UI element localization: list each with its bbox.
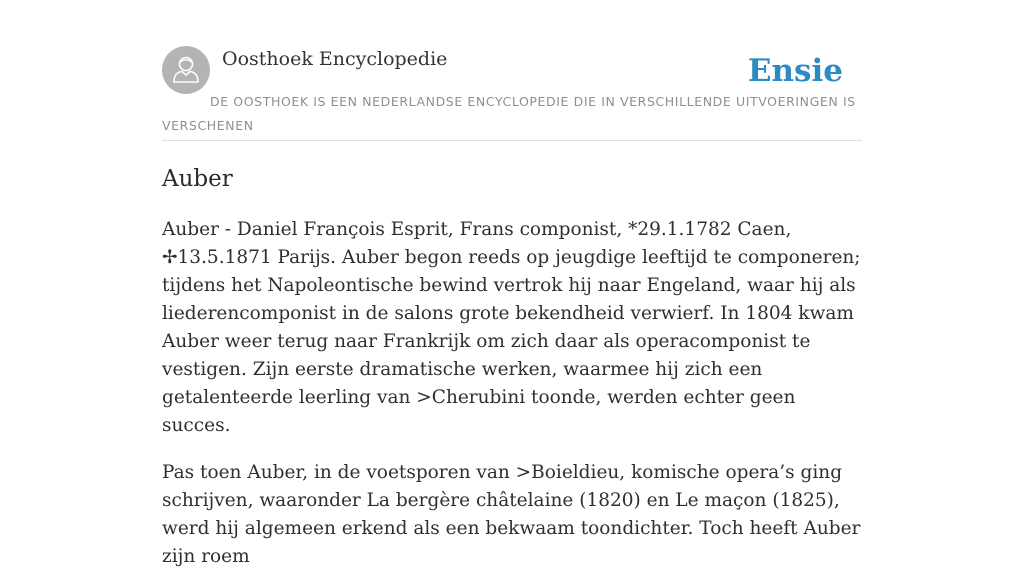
article-paragraph: Pas toen Auber, in de voetsporen van >Boieldieu, komische opera’s ging schrijven, waaronder La bergère châtelaine (1820) en Le maçon (1825), werd hij algemeen erkend als een bekwaam toondichter. Toch heeft Auber zijn roem [162,462,861,567]
site-name[interactable]: Oosthoek Encyclopedie [222,48,448,70]
site-header [162,46,862,141]
site-tagline: DE OOSTHOEK IS EEN NEDERLANDSE ENCYCLOPEDIE DIE IN VERSCHILLENDE UITVOERINGEN IS VERSCHENEN [162,94,856,133]
article-title: Auber [162,166,233,192]
user-icon[interactable] [162,46,210,94]
brand-logo[interactable]: Ensie [747,53,843,89]
article-paragraph: Auber - Daniel François Esprit, Frans componist, *29.1.1782 Caen, ✢13.5.1871 Parijs. Auber begon reeds op jeugdige leeftijd te componeren; tijdens het Napoleontische bewind vertrok hij naar Engeland, waar hij als liederencomponist in de salons grote bekendheid verwierf. In 1804 kwam Auber weer terug naar Frankrijk om zich daar als operacomponist te vestigen. Zijn eerste dramatische werken, waarmee hij zich een getalenteerde leerling van >Cherubini toonde, werden echter geen succes. [162,219,861,436]
article [162,160,868,571]
